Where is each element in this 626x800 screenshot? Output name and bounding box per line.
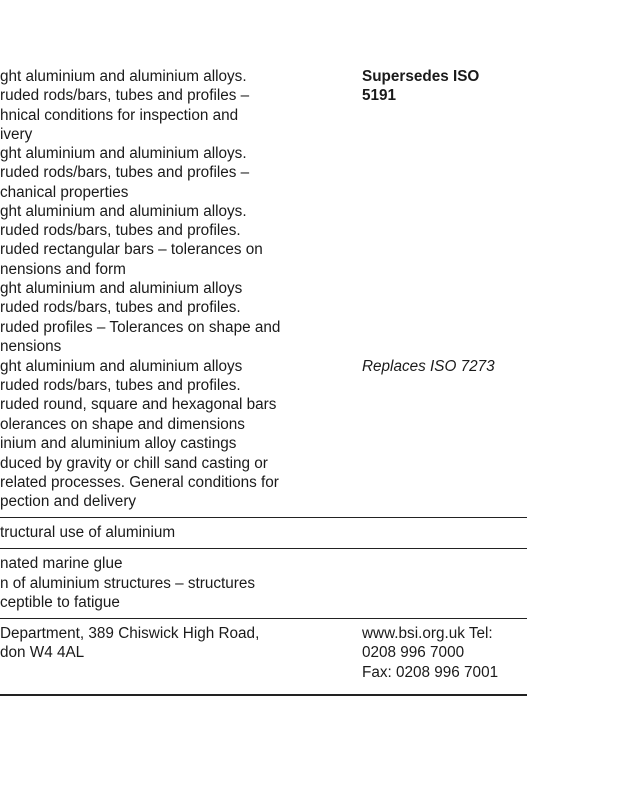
- entry-line: ght aluminium and aluminium alloys: [0, 358, 243, 375]
- entry-line: tructural use of aluminium: [0, 524, 176, 541]
- row-divider: [0, 517, 527, 518]
- entry-line: ceptible to fatigue: [0, 594, 120, 611]
- entry-line: ruded rods/bars, tubes and profiles –: [0, 87, 250, 104]
- entry-line: ruded rods/bars, tubes and profiles.: [0, 299, 241, 316]
- entry-line: hnical conditions for inspection and: [0, 107, 239, 124]
- contact-line: 0208 996 7000: [362, 644, 465, 661]
- entry-line: ruded rods/bars, tubes and profiles –: [0, 164, 250, 181]
- entry-line: ght aluminium and aluminium alloys.: [0, 145, 247, 162]
- entry-line: ght aluminium and aluminium alloys: [0, 280, 243, 297]
- table-bottom-rule: [0, 694, 527, 696]
- entry-line: inium and aluminium alloy castings: [0, 435, 237, 452]
- entry-line: ruded round, square and hexagonal bars: [0, 396, 277, 413]
- row-divider: [0, 548, 527, 549]
- entry-line: olerances on shape and dimensions: [0, 416, 245, 433]
- entry-line: ruded rods/bars, tubes and profiles.: [0, 377, 241, 394]
- entry-line: nensions and form: [0, 261, 126, 278]
- entry-line: ght aluminium and aluminium alloys.: [0, 68, 247, 85]
- entry-line: ruded rectangular bars – tolerances on: [0, 241, 263, 258]
- contact-line: Fax: 0208 996 7001: [362, 664, 499, 681]
- supersedes-note: Supersedes ISO: [362, 68, 480, 85]
- entry-line: duced by gravity or chill sand casting or: [0, 455, 268, 472]
- address-line: Department, 389 Chiswick High Road,: [0, 625, 260, 642]
- entry-line: ruded profiles – Tolerances on shape and: [0, 319, 281, 336]
- address-line: don W4 4AL: [0, 644, 85, 661]
- row-divider: [0, 618, 527, 619]
- entry-line: ght aluminium and aluminium alloys.: [0, 203, 247, 220]
- entry-line: n of aluminium structures – structures: [0, 575, 256, 592]
- entry-line: pection and delivery: [0, 493, 137, 510]
- contact-line: www.bsi.org.uk Tel:: [362, 625, 493, 642]
- entry-line: nensions: [0, 338, 62, 355]
- entry-line: ivery: [0, 126, 33, 143]
- replaces-note: Replaces ISO 7273: [362, 358, 495, 375]
- entry-line: chanical properties: [0, 184, 129, 201]
- entry-line: ruded rods/bars, tubes and profiles.: [0, 222, 241, 239]
- entry-line: nated marine glue: [0, 555, 123, 572]
- supersedes-note: 5191: [362, 87, 397, 104]
- entry-line: related processes. General conditions for: [0, 474, 279, 491]
